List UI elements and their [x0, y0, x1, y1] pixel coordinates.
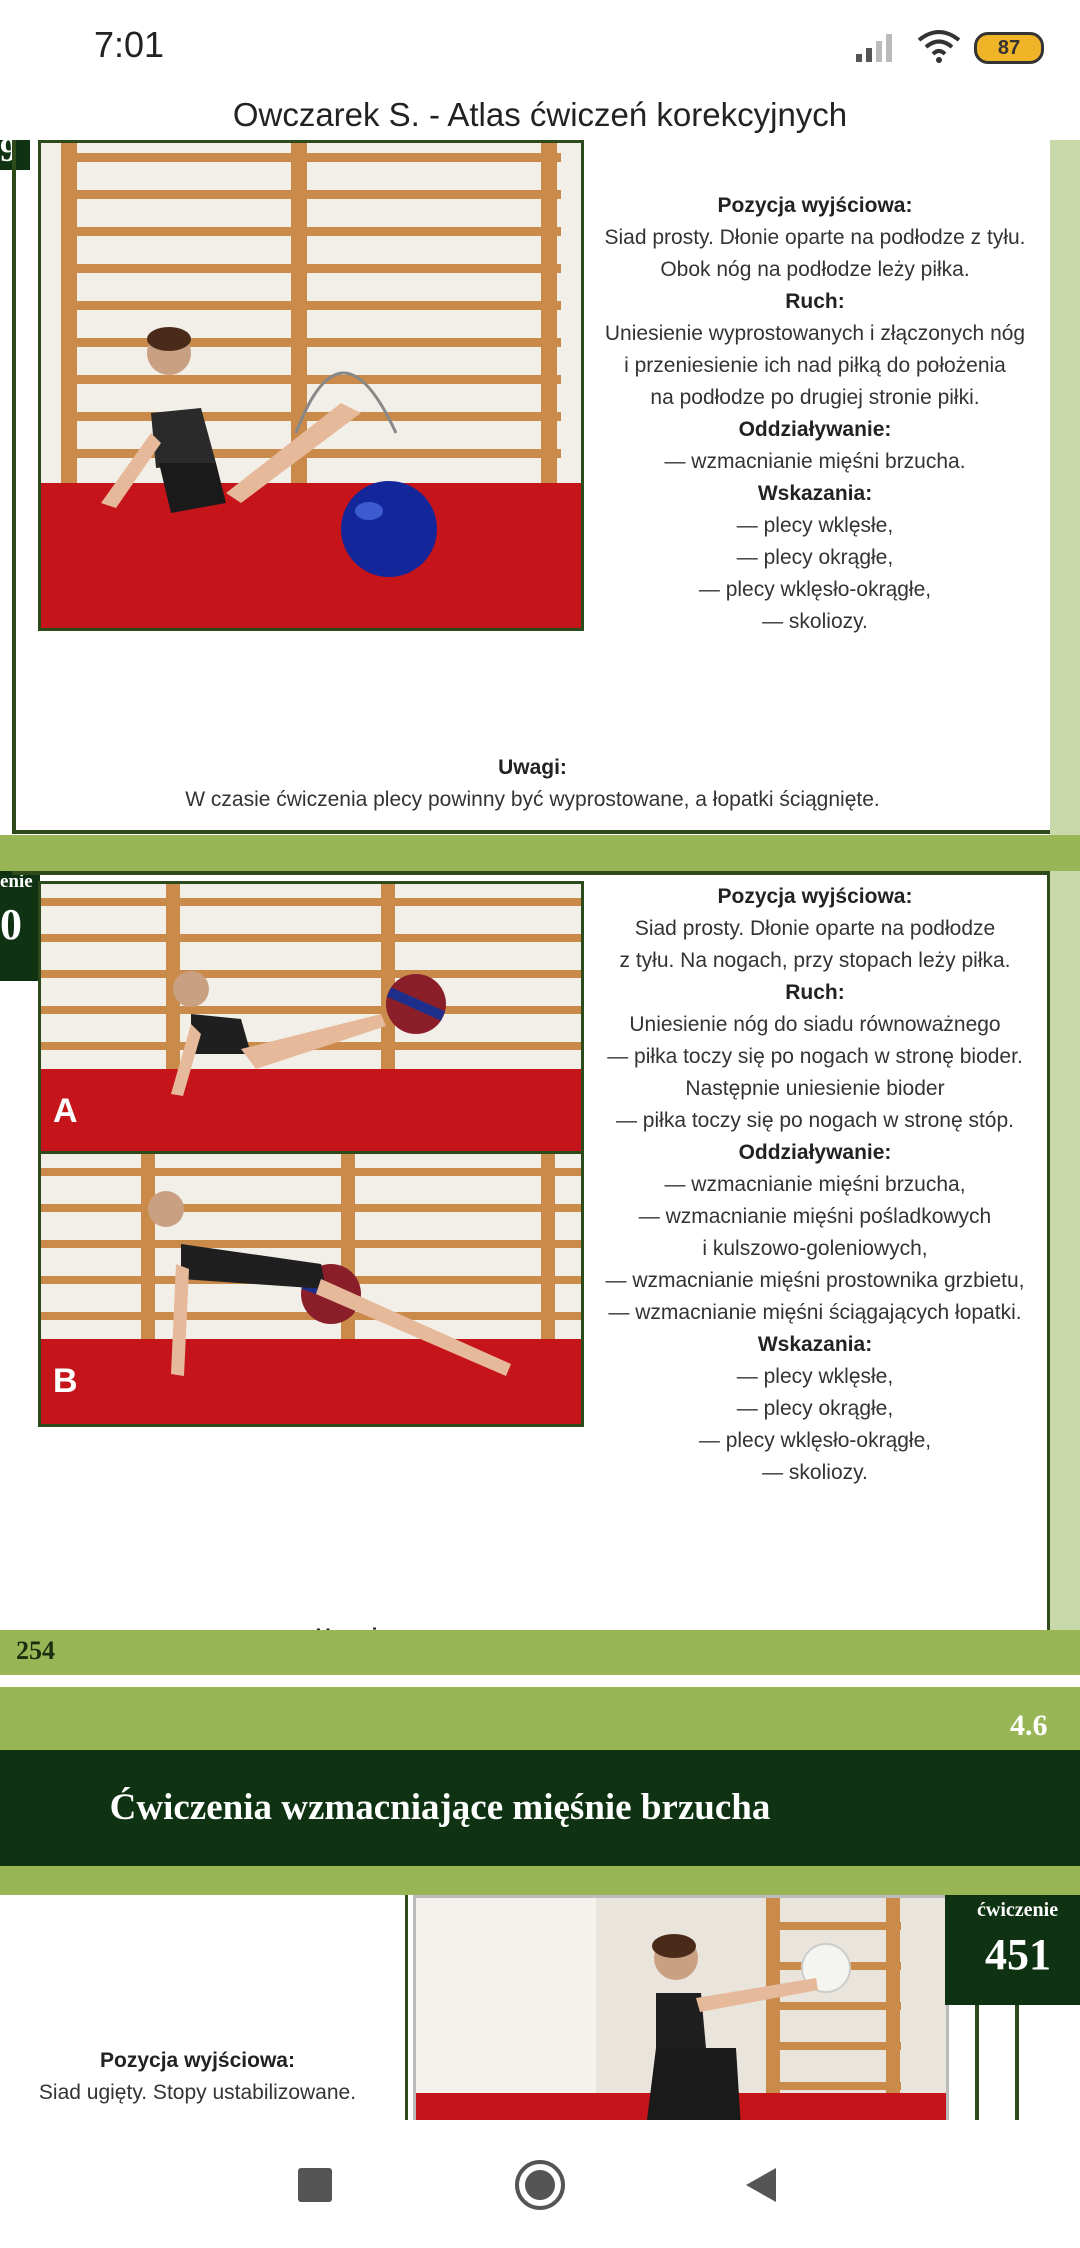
text-line: Siad prosty. Dłonie oparte na podłodze z tyłu. — [604, 226, 1026, 249]
section-title-bar — [0, 1750, 1080, 1866]
section-title: Ćwiczenia wzmacniające mięśnie brzucha — [109, 1787, 771, 1828]
pdf-page-view[interactable] — [0, 140, 1080, 2140]
note-line: W czasie ćwiczenia plecy powinny być wyprostowane, a łopatki ściągnięte. — [185, 788, 880, 811]
recent-apps-icon[interactable] — [298, 2168, 332, 2202]
exercise-photo-image — [41, 143, 581, 628]
text-line: na podłodze po drugiej stronie piłki. — [650, 386, 980, 409]
page-gap — [0, 1675, 1080, 1687]
photo-label-b: B — [53, 1362, 78, 1400]
exercise-panel-1 — [0, 140, 1080, 835]
heading-movement: Ruch: — [785, 290, 845, 313]
text-line: Siad ugięty. Stopy ustabilizowane. — [38, 2081, 357, 2104]
signal-icon — [856, 32, 900, 62]
text-line: — plecy wklęsło-okrągłe, — [698, 578, 932, 601]
exercise-notes — [20, 752, 1045, 816]
section-header-bar — [0, 1687, 1080, 1895]
heading-start-position: Pozycja wyjściowa: — [100, 2049, 295, 2072]
heading-effect: Oddziaływanie: — [738, 1141, 892, 1164]
exercise-photo — [38, 140, 584, 631]
text-line: — wzmacnianie mięśni pośladkowych — [638, 1205, 992, 1228]
heading-start-position: Pozycja wyjściowa: — [717, 194, 913, 217]
text-line: Obok nóg na podłodze leży piłka. — [660, 258, 970, 281]
exercise-number: 451 — [985, 1930, 1051, 1979]
text-line: i przeniesienie ich nad piłką do położenia — [624, 354, 1006, 377]
text-line: — plecy okrągłe, — [736, 1397, 894, 1420]
exercise-photo-image — [416, 1898, 946, 2138]
text-line: — skoliozy. — [762, 610, 868, 633]
page-number: 254 — [16, 1636, 55, 1665]
exercise-number: 0 — [0, 900, 22, 949]
exercise-photo-b — [38, 1151, 584, 1427]
page-separator — [0, 835, 1080, 871]
exercise-number-tab — [945, 1895, 1080, 2005]
status-bar — [0, 0, 1080, 96]
text-line: — skoliozy. — [762, 1461, 868, 1484]
text-line: — wzmacnianie mięśni brzucha. — [664, 450, 966, 473]
text-line: — plecy wklęsłe, — [736, 1365, 894, 1388]
text-line: i kulszowo-goleniowych, — [702, 1237, 928, 1260]
divider — [405, 1895, 408, 2140]
exercise-tab-label: ćwiczenie — [977, 1899, 1059, 1921]
text-line: Uniesienie nóg do siadu równoważnego — [629, 1013, 1001, 1036]
exercise-number: 9 — [0, 140, 17, 169]
navigation-bar — [0, 2120, 1080, 2248]
exercise-description — [585, 190, 1045, 638]
heading-start-position: Pozycja wyjściowa: — [717, 885, 913, 908]
text-line: — piłka toczy się po nogach w stronę bioder. — [607, 1045, 1023, 1068]
text-line: — plecy wklęsło-okrągłe, — [698, 1429, 932, 1452]
exercise-panel-3 — [0, 1895, 1080, 2140]
status-time: 7:01 — [94, 24, 165, 65]
photo-label-a: A — [53, 1092, 78, 1130]
text-line: — plecy wklęsłe, — [736, 514, 894, 537]
exercise-photo-a — [38, 881, 584, 1157]
text-line: — plecy okrągłe, — [736, 546, 894, 569]
back-icon[interactable] — [744, 2166, 778, 2204]
battery-icon: 87 — [974, 32, 1044, 64]
text-line: z tyłu. Na nogach, przy stopach leży piłka. — [619, 949, 1011, 972]
exercise-photo-b-image — [41, 1154, 581, 1424]
exercise-description — [0, 2045, 395, 2109]
text-line: Siad prosty. Dłonie oparte na podłodze — [634, 917, 996, 940]
exercise-description — [585, 881, 1045, 1489]
exercise-photo — [413, 1895, 949, 2140]
heading-notes: Uwagi: — [498, 756, 567, 779]
heading-movement: Ruch: — [785, 981, 845, 1004]
exercise-photo-a-image — [41, 884, 581, 1154]
text-line: Następnie uniesienie bioder — [685, 1077, 945, 1100]
document-title: Owczarek S. - Atlas ćwiczeń korekcyjnych — [232, 96, 848, 133]
section-number: 4.6 — [1010, 1709, 1048, 1742]
text-line: Uniesienie wyprostowanych i złączonych nóg — [604, 322, 1026, 345]
exercise-tab-label: enie — [0, 871, 33, 892]
heading-effect: Oddziaływanie: — [738, 418, 892, 441]
text-line: — wzmacnianie mięśni brzucha, — [664, 1173, 966, 1196]
text-line: — wzmacnianie mięśni prostownika grzbietu, — [605, 1269, 1025, 1292]
heading-indications: Wskazania: — [757, 1333, 873, 1356]
home-icon[interactable] — [513, 2158, 567, 2212]
page-footer — [0, 1630, 1080, 1675]
text-line: — piłka toczy się po nogach w stronę stóp. — [615, 1109, 1015, 1132]
heading-indications: Wskazania: — [757, 482, 873, 505]
text-line: — wzmacnianie mięśni ściągających łopatki. — [608, 1301, 1022, 1324]
page-edge — [1050, 140, 1080, 835]
wifi-icon — [916, 28, 962, 64]
